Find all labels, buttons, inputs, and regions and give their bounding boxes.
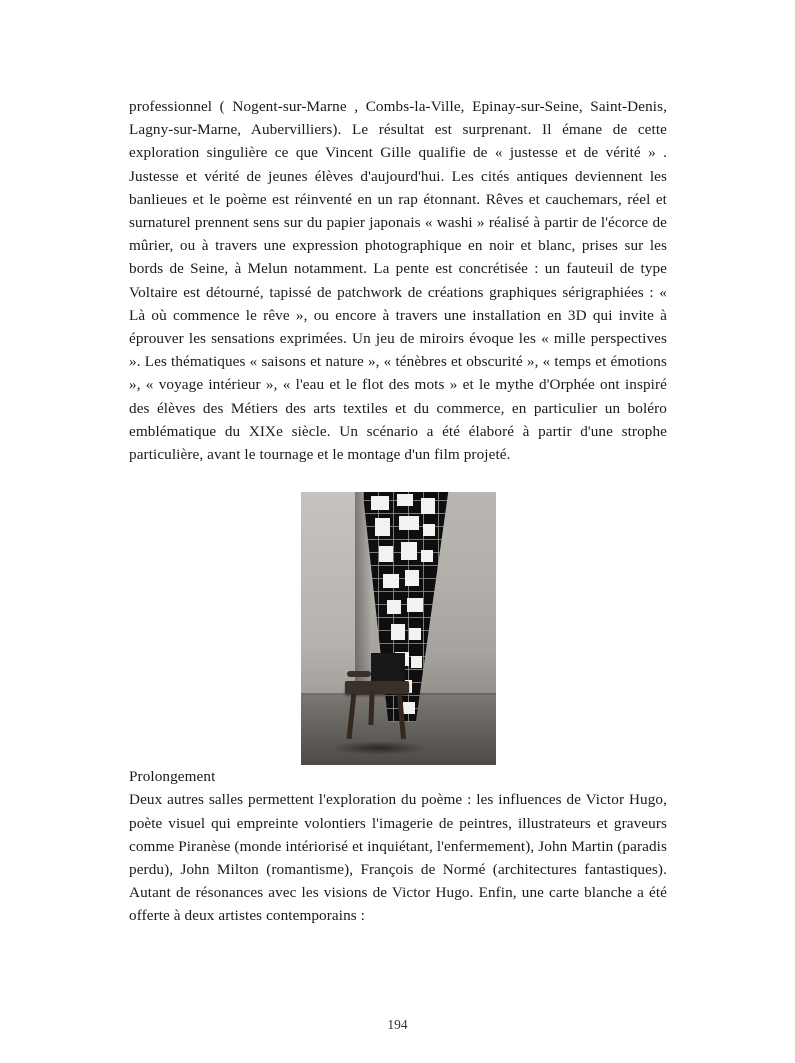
chair-armrest (347, 671, 371, 677)
paragraph-closing: Deux autres salles permettent l'exploration du poème : les influences de Victor Hugo, poète visuel qui empreinte volontiers l'imagerie de peintres, illustrateurs et graveurs comme Piranèse (monde intériorisé et inquiétant, l'enfermement), John Martin (paradis perdu), John Milton (romantisme), François de Normé (architectures fantastiques). Autant de résonances avec les visions de Victor Hugo. Enfin, une carte blanche a été offerte à deux artistes contemporains : (129, 791, 667, 925)
figure-container (129, 492, 667, 765)
voltaire-chair (345, 663, 415, 747)
fauteuil-voltaire-photo (301, 492, 496, 765)
section-heading-prolongement: Prolongement (129, 768, 216, 786)
chair-leg (397, 693, 406, 739)
paragraph-main: professionnel ( Nogent-sur-Marne , Combs-la-Ville, Epinay-sur-Seine, Saint-Denis, Lagny-sur-Marne, Aubervilliers). Le résultat est surprenant. Il émane de cette exploration singulière ce que Vincent Gille qualifie de « justesse et de vérité » . Justesse et vérité de jeunes élèves d'aujourd'hui. Les cités antiques deviennent les banlieues et le poème est réinventé en un rap étonnant. Rêves et cauchemars, réel et surnaturel prennent sens sur du papier japonais « washi » réalisé à partir de l'écorce de mûrier, ou à travers une expression photographique en noir et blanc, prises sur les bords de Seine, à Melun notamment. La pente est concrétisée : un fauteuil de type Voltaire est détourné, tapissé de patchwork de créations graphiques sérigraphiées : « Là où commence le rêve », ou encore à travers une installation en 3D qui invite à éprouver les sensations exprimées. Un jeu de miroirs évoque les « mille perspectives ». Les thématiques « saisons et nature », « ténèbres et obscurité », « temps et émotions », « voyage intérieur », « l'eau et le flot des mots » et le mythe d'Orphée ont inspiré des élèves des Métiers des arts textiles et du commerce, en particulier un boléro emblématique du XIXe siècle. Un scénario a été élaboré à partir d'une strophe particulière, avant le tournage et le montage d'un film projeté. (129, 98, 667, 464)
page-number: 194 (387, 1017, 408, 1032)
chair-leg (368, 691, 374, 725)
chair-leg (346, 693, 356, 739)
page-content (129, 95, 667, 928)
